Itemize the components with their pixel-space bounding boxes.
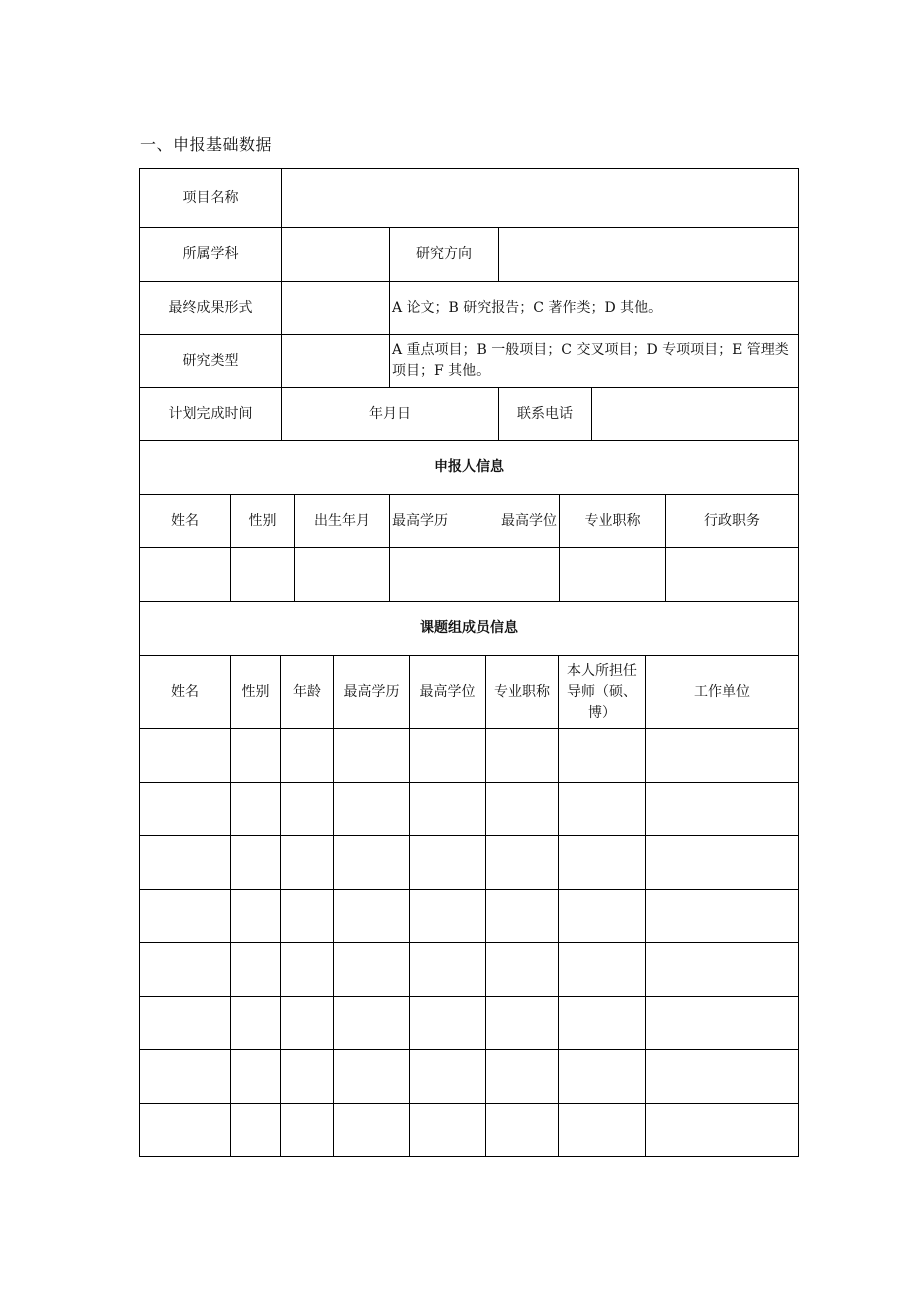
applicant-name-field[interactable] (139, 547, 231, 602)
final-output-label: 最终成果形式 (139, 281, 282, 335)
applicant-header-title: 专业职称 (559, 494, 666, 548)
member-gender-field[interactable] (230, 889, 281, 944)
member-supervisor-field[interactable] (558, 782, 646, 837)
member-supervisor-field[interactable] (558, 728, 646, 783)
applicant-title-field[interactable] (559, 547, 666, 602)
member-degree-field[interactable] (409, 942, 486, 997)
member-education-field[interactable] (333, 782, 410, 837)
members-header-title: 专业职称 (485, 655, 559, 729)
member-education-field[interactable] (333, 728, 410, 783)
discipline-label: 所属学科 (139, 227, 282, 282)
member-name-field[interactable] (139, 889, 231, 944)
section-title: 一、申报基础数据 (140, 135, 273, 154)
member-age-field[interactable] (280, 1049, 334, 1104)
member-workplace-field[interactable] (645, 942, 799, 997)
member-title-field[interactable] (485, 728, 559, 783)
member-gender-field[interactable] (230, 942, 281, 997)
member-name-field[interactable] (139, 835, 231, 890)
members-header-degree: 最高学位 (409, 655, 486, 729)
final-output-field[interactable] (281, 281, 390, 335)
member-workplace-field[interactable] (645, 782, 799, 837)
member-workplace-field[interactable] (645, 728, 799, 783)
member-gender-field[interactable] (230, 728, 281, 783)
members-header-education: 最高学历 (333, 655, 410, 729)
member-workplace-field[interactable] (645, 1103, 799, 1158)
final-output-options: A 论文；B 研究报告；C 著作类；D 其他。 (389, 281, 799, 335)
phone-label: 联系电话 (498, 387, 592, 441)
member-degree-field[interactable] (409, 1103, 486, 1158)
plan-time-field[interactable]: 年月日 (281, 387, 499, 441)
member-supervisor-field[interactable] (558, 835, 646, 890)
members-header-workplace: 工作单位 (645, 655, 799, 729)
member-title-field[interactable] (485, 942, 559, 997)
discipline-field[interactable] (281, 227, 390, 282)
research-direction-label: 研究方向 (389, 227, 499, 282)
member-age-field[interactable] (280, 996, 334, 1051)
member-name-field[interactable] (139, 996, 231, 1051)
applicant-birth-field[interactable] (294, 547, 390, 602)
applicant-header-gender: 性别 (230, 494, 295, 548)
member-education-field[interactable] (333, 889, 410, 944)
applicant-header-birth: 出生年月 (294, 494, 390, 548)
phone-field[interactable] (591, 387, 799, 441)
members-header-name: 姓名 (139, 655, 231, 729)
member-name-field[interactable] (139, 728, 231, 783)
member-age-field[interactable] (280, 942, 334, 997)
applicant-header-degree: 最高学位 (501, 512, 557, 529)
plan-time-label: 计划完成时间 (139, 387, 282, 441)
applicant-education-degree-field[interactable] (389, 547, 560, 602)
applicant-header-name: 姓名 (139, 494, 231, 548)
members-header-gender: 性别 (230, 655, 281, 729)
member-degree-field[interactable] (409, 728, 486, 783)
member-title-field[interactable] (485, 996, 559, 1051)
member-title-field[interactable] (485, 1049, 559, 1104)
member-title-field[interactable] (485, 782, 559, 837)
research-type-options: A 重点项目；B 一般项目；C 交叉项目；D 专项项目；E 管理类项目；F 其他。 (389, 334, 799, 388)
member-workplace-field[interactable] (645, 1049, 799, 1104)
member-education-field[interactable] (333, 1049, 410, 1104)
applicant-header-position: 行政职务 (665, 494, 799, 548)
applicant-heading: 申报人信息 (139, 440, 799, 495)
member-title-field[interactable] (485, 835, 559, 890)
member-education-field[interactable] (333, 835, 410, 890)
applicant-header-education-degree (389, 494, 559, 548)
member-name-field[interactable] (139, 782, 231, 837)
member-gender-field[interactable] (230, 1103, 281, 1158)
member-age-field[interactable] (280, 1103, 334, 1158)
research-type-field[interactable] (281, 334, 390, 388)
member-supervisor-field[interactable] (558, 1049, 646, 1104)
member-gender-field[interactable] (230, 835, 281, 890)
application-form-table (139, 168, 799, 1156)
project-name-field[interactable] (281, 168, 799, 228)
member-age-field[interactable] (280, 782, 334, 837)
member-title-field[interactable] (485, 1103, 559, 1158)
member-degree-field[interactable] (409, 1049, 486, 1104)
member-supervisor-field[interactable] (558, 942, 646, 997)
applicant-gender-field[interactable] (230, 547, 295, 602)
member-name-field[interactable] (139, 1103, 231, 1158)
member-education-field[interactable] (333, 996, 410, 1051)
member-workplace-field[interactable] (645, 996, 799, 1051)
research-type-label: 研究类型 (139, 334, 282, 388)
research-direction-field[interactable] (498, 227, 799, 282)
members-heading: 课题组成员信息 (139, 601, 799, 656)
member-supervisor-field[interactable] (558, 1103, 646, 1158)
applicant-position-field[interactable] (665, 547, 799, 602)
member-supervisor-field[interactable] (558, 996, 646, 1051)
member-name-field[interactable] (139, 1049, 231, 1104)
member-age-field[interactable] (280, 835, 334, 890)
member-degree-field[interactable] (409, 996, 486, 1051)
member-supervisor-field[interactable] (558, 889, 646, 944)
member-gender-field[interactable] (230, 782, 281, 837)
member-education-field[interactable] (333, 942, 410, 997)
members-header-supervisor: 本人所担任导师（硕、博） (558, 655, 646, 729)
project-name-label: 项目名称 (139, 168, 282, 228)
members-header-age: 年龄 (280, 655, 334, 729)
member-workplace-field[interactable] (645, 835, 799, 890)
applicant-header-education: 最高学历 (392, 512, 448, 529)
member-education-field[interactable] (333, 1103, 410, 1158)
member-degree-field[interactable] (409, 889, 486, 944)
member-age-field[interactable] (280, 889, 334, 944)
member-degree-field[interactable] (409, 835, 486, 890)
member-title-field[interactable] (485, 889, 559, 944)
member-workplace-field[interactable] (645, 889, 799, 944)
member-age-field[interactable] (280, 728, 334, 783)
member-gender-field[interactable] (230, 1049, 281, 1104)
member-degree-field[interactable] (409, 782, 486, 837)
member-name-field[interactable] (139, 942, 231, 997)
member-gender-field[interactable] (230, 996, 281, 1051)
